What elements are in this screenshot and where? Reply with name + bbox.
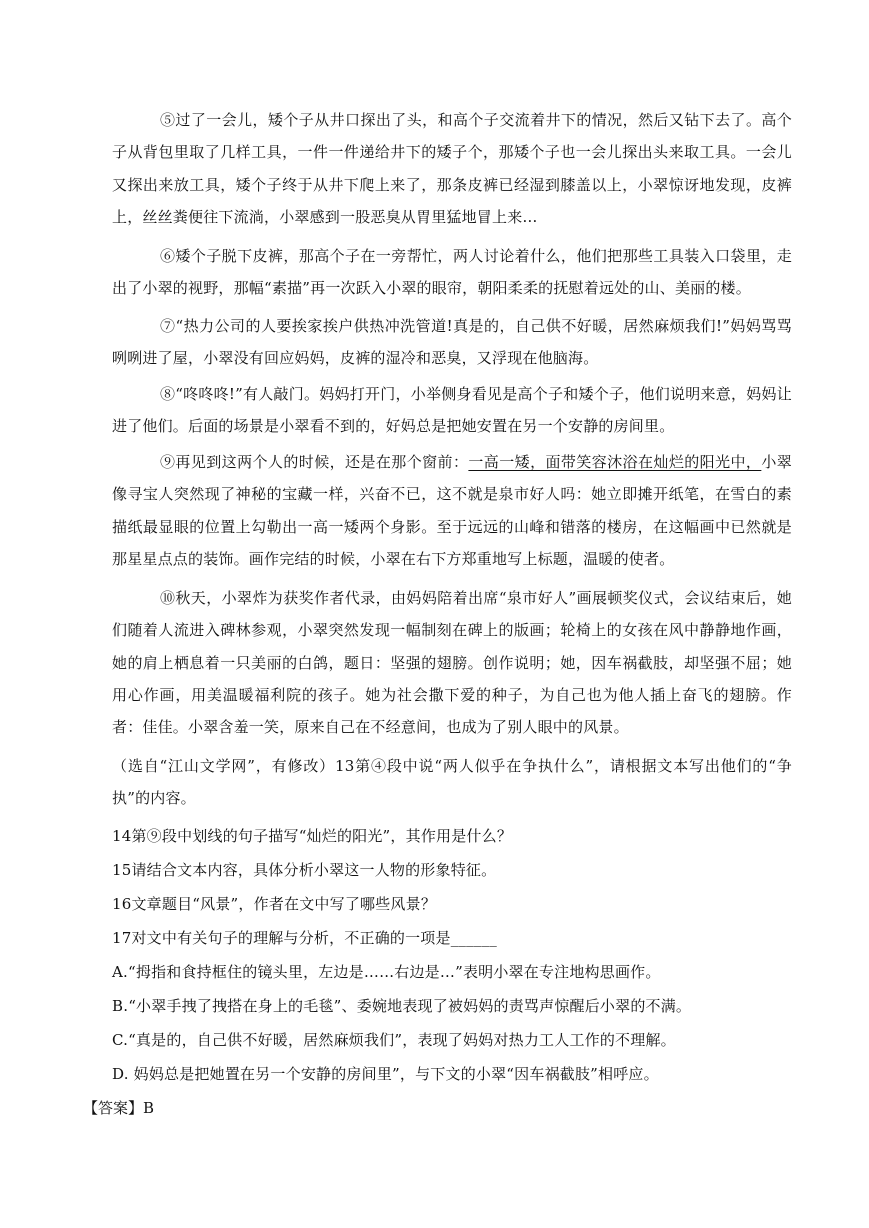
question-13: （选自“江山文学网”，有修改）13第④段中说“两人似乎在争执什么”，请根据文本写出他们的“争执”的内容。	[112, 757, 792, 808]
paragraph-8: ⑧“咚咚咚!”有人敲门。妈妈打开门，小举侧身看见是高个子和矮个子，他们说明来意，妈妈让进了他们。后面的场景是小翠看不到的，好妈总是把她安置在另一个安静的房间里。	[112, 385, 792, 436]
paragraph-5: ⑤过了一会儿，矮个子从井口探出了头，和高个子交流着井下的情况，然后又钻下去了。高个子从背包里取了几样工具，一件一件递给井下的矮子个，那矮个子也一会儿探出头来取工具。一会儿又探出来放工具，矮个子终于从井下爬上来了，那条皮裤已经湿到膝盖以上，小翠惊讶地发现，皮裤上，丝丝粪便往下流淌，小翠感到一股恶臭从胃里猛地冒上来…	[112, 111, 792, 226]
question-14: 14第⑨段中划线的句子描写“灿烂的阳光”，其作用是什么？	[112, 827, 513, 845]
paragraph-10: ⑩秋天，小翠炸为获奖作者代录，由妈妈陪着出席“泉市好人”画展顿奖仪式，会议结束后，她们随着人流进入碑林参观，小翠突然发现一幅制刻在碑上的版画；轮椅上的女孩在风中静静地作画，她的肩上栖息着一只美丽的白鸽，题日：坚强的翅膀。创作说明；她，因车祸截肢，却坚强不屈；她用心作画，用美温暖福利院的孩子。她为社会撒下爱的种子，为自己也为他人插上奋飞的翅膀。作者：佳佳。小翠含羞一笑，原来自己在不经意间，也成为了别人眼中的风景。	[112, 589, 792, 737]
paragraph-9-lead: ⑨再见到这两个人的时候，还是在那个窗前：	[160, 453, 469, 471]
paragraph-6: ⑥矮个子脱下皮裤，那高个子在一旁帮忙，两人讨论着什么，他们把那些工具装入口袋里，走出了小翠的视野，那幅“素描”再一次跃入小翠的眼帘，朝阳柔柔的抚慰着远处的山、美丽的楼。	[112, 247, 792, 298]
question-17: 17对文中有关句子的理解与分析，不正确的一项是______	[112, 929, 497, 947]
option-a: A.“拇指和食持框住的镜头里，左边是……右边是…”表明小翠在专注地构思画作。	[112, 963, 661, 981]
question-16: 16文章题目“风景”，作者在文中写了哪些风景？	[112, 895, 437, 913]
paragraph-7: ⑦“热力公司的人要挨家挨户供热冲洗管道!真是的，自己供不好暖，居然麻烦我们!”妈妈骂骂咧咧进了屋，小翠没有回应妈妈，皮裤的湿冷和恶臭，又浮现在他脑海。	[112, 317, 792, 368]
option-c: C.“真是的，自己供不好暖，居然麻烦我们”，表现了妈妈对热力工人工作的不理解。	[112, 1031, 676, 1049]
question-15: 15请结合文本内容，具体分析小翠这一人物的形象特征。	[112, 861, 497, 879]
paragraph-9	[112, 446, 792, 575]
underlined-sentence: 一高一矮，面带笑容沐浴在灿烂的阳光中，	[468, 453, 762, 471]
paragraph-9-rest: 小翠像寻宝人突然现了神秘的宝藏一样，兴奋不已，这不就是泉市好人吗：她立即摊开纸笔，在雪白的素描纸最显眼的位置上勾勒出一高一矮两个身影。至于远远的山峰和错落的楼房，在这幅画中已然就是那星星点点的装饰。画作完结的时候，小翠在右下方郑重地写上标题，温暖的使者。	[112, 453, 792, 568]
option-b: B.“小翠手拽了拽搭在身上的毛毯”、委婉地表现了被妈妈的责骂声惊醒后小翠的不满。	[112, 997, 692, 1015]
option-d: D. 妈妈总是把她置在另一个安静的房间里”，与下文的小翠“因车祸截肢”相呼应。	[112, 1065, 659, 1083]
answer-label: 【答案】B	[83, 1099, 155, 1117]
